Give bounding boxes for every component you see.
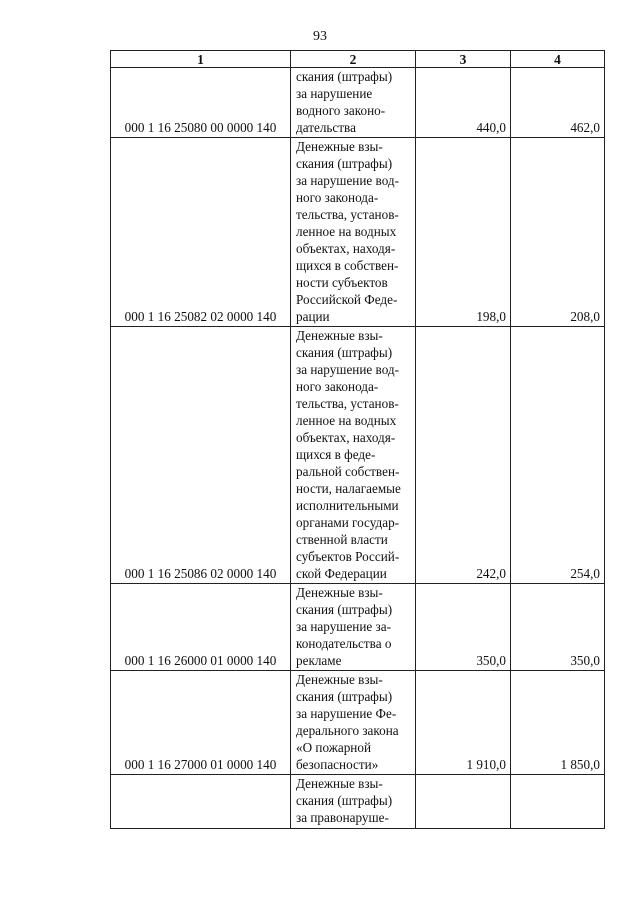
column-header-2: 2 xyxy=(291,51,416,68)
cell-description xyxy=(291,584,416,671)
description-line: исполнительными xyxy=(296,498,399,513)
page-number: 93 xyxy=(313,29,327,44)
description-line: ного законода- xyxy=(296,379,379,394)
description-line: тельства, установ- xyxy=(296,207,399,222)
cell-value-col3: 1 910,0 xyxy=(416,671,511,775)
description-line: ности, налагаемые xyxy=(296,481,401,496)
cell-value-col3 xyxy=(416,775,511,829)
cell-code: 000 1 16 27000 01 0000 140 xyxy=(111,671,291,775)
cell-value-col4 xyxy=(511,775,605,829)
description-line: скания (штрафы) xyxy=(296,69,393,84)
cell-value-col3: 198,0 xyxy=(416,138,511,327)
cell-code: 000 1 16 25086 02 0000 140 xyxy=(111,327,291,584)
cell-description xyxy=(291,138,416,327)
description-line: Денежные взы- xyxy=(296,585,383,600)
description-line: субъектов Россий- xyxy=(296,549,400,564)
description-line: щихся в феде- xyxy=(296,447,376,462)
description-line: ленное на водных xyxy=(296,224,397,239)
description-line: скания (штрафы) xyxy=(296,345,393,360)
description-line: безопасности» xyxy=(296,757,379,772)
description-line: за правонаруше- xyxy=(296,810,389,825)
cell-description xyxy=(291,671,416,775)
cell-description xyxy=(291,775,416,829)
description-line: за нарушение вод- xyxy=(296,362,400,377)
cell-description xyxy=(291,68,416,138)
description-line: объектах, находя- xyxy=(296,241,396,256)
description-line: Денежные взы- xyxy=(296,139,383,154)
description-line: объектах, находя- xyxy=(296,430,396,445)
description-line: Денежные взы- xyxy=(296,776,383,791)
description-line: дерального закона xyxy=(296,723,399,738)
description-line: скания (штрафы) xyxy=(296,156,393,171)
table-row xyxy=(111,775,605,829)
column-header-3: 3 xyxy=(416,51,511,68)
table-row xyxy=(111,327,605,584)
cell-value-col4: 208,0 xyxy=(511,138,605,327)
description-line: рекламе xyxy=(296,653,342,668)
description-line: тельства, установ- xyxy=(296,396,399,411)
description-line: за нарушение вод- xyxy=(296,173,400,188)
description-line: конодательства о xyxy=(296,636,392,651)
cell-value-col4: 1 850,0 xyxy=(511,671,605,775)
description-line: скания (штрафы) xyxy=(296,689,393,704)
cell-value-col4: 462,0 xyxy=(511,68,605,138)
description-line: органами государ- xyxy=(296,515,400,530)
description-line: Российской Феде- xyxy=(296,292,398,307)
budget-table xyxy=(110,50,605,829)
table-row xyxy=(111,138,605,327)
description-line: ской Федерации xyxy=(296,566,387,581)
column-header-1: 1 xyxy=(111,51,291,68)
description-line: скания (штрафы) xyxy=(296,602,393,617)
description-line: водного законо- xyxy=(296,103,386,118)
cell-value-col4: 254,0 xyxy=(511,327,605,584)
table-row xyxy=(111,671,605,775)
description-line: Денежные взы- xyxy=(296,328,383,343)
cell-code: 000 1 16 25080 00 0000 140 xyxy=(111,68,291,138)
description-line: щихся в собствен- xyxy=(296,258,399,273)
cell-value-col3: 242,0 xyxy=(416,327,511,584)
description-line: ности субъектов xyxy=(296,275,388,290)
description-line: ственной власти xyxy=(296,532,388,547)
description-line: скания (штрафы) xyxy=(296,793,393,808)
cell-code: 000 1 16 25082 02 0000 140 xyxy=(111,138,291,327)
description-line: за нарушение Фе- xyxy=(296,706,397,721)
cell-value-col3: 350,0 xyxy=(416,584,511,671)
description-line: рации xyxy=(296,309,330,324)
cell-value-col4: 350,0 xyxy=(511,584,605,671)
cell-code: 000 1 16 26000 01 0000 140 xyxy=(111,584,291,671)
description-line: ленное на водных xyxy=(296,413,397,428)
table-header-row xyxy=(111,51,605,68)
description-line: за нарушение за- xyxy=(296,619,392,634)
cell-description xyxy=(291,327,416,584)
description-line: ральной собствен- xyxy=(296,464,400,479)
description-line: за нарушение xyxy=(296,86,373,101)
cell-value-col3: 440,0 xyxy=(416,68,511,138)
table-row xyxy=(111,68,605,138)
table-body xyxy=(111,68,605,829)
description-line: «О пожарной xyxy=(296,740,372,755)
description-line: ного законода- xyxy=(296,190,379,205)
table-row xyxy=(111,584,605,671)
description-line: Денежные взы- xyxy=(296,672,383,687)
cell-code xyxy=(111,775,291,829)
column-header-4: 4 xyxy=(511,51,605,68)
description-line: дательства xyxy=(296,120,356,135)
